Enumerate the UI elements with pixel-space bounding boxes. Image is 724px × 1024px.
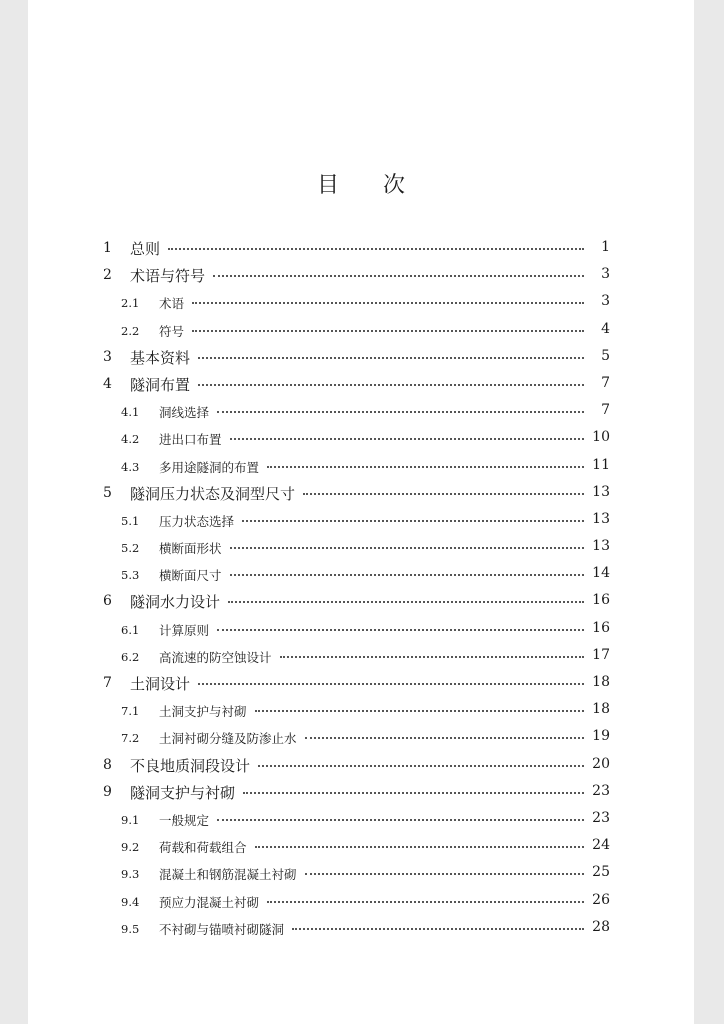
- toc-dot-leader: [198, 374, 584, 386]
- toc-entry-title: 洞线选择: [159, 405, 210, 421]
- toc-entry-page-number: 16: [592, 619, 610, 636]
- toc-section-entry[interactable]: [28, 560, 694, 587]
- toc-entry-page-number: 4: [601, 320, 610, 337]
- toc-section-entry[interactable]: [28, 914, 694, 941]
- toc-entry-number: 2: [103, 267, 112, 284]
- toc-entry-page-number: 23: [592, 782, 610, 799]
- toc-entry-number: 9.3: [121, 867, 140, 882]
- toc-entry-number: 2.1: [121, 296, 140, 311]
- toc-entry-page-number: 7: [601, 402, 610, 419]
- toc-dot-leader: [280, 646, 584, 658]
- toc-entry-number: 6.1: [121, 622, 140, 637]
- toc-entry-number: 2.2: [121, 323, 140, 338]
- toc-entry-page-number: 20: [592, 755, 610, 772]
- toc-entry-page-number: 13: [592, 538, 610, 555]
- toc-entry-page-number: 18: [592, 674, 610, 690]
- toc-dot-leader: [192, 320, 584, 332]
- toc-entry-title: 横断面尺寸: [159, 568, 222, 584]
- toc-entry-number: 9.5: [121, 921, 140, 936]
- toc-dot-leader: [217, 809, 584, 821]
- toc-entry-title: 术语与符号: [130, 267, 206, 286]
- toc-section-entry[interactable]: [28, 452, 694, 479]
- toc-chapter-entry[interactable]: [28, 479, 694, 506]
- toc-section-entry[interactable]: [28, 805, 694, 832]
- document-page: [28, 0, 694, 1024]
- toc-dot-leader: [255, 836, 584, 848]
- title-char-1: 目: [316, 173, 339, 198]
- toc-chapter-entry[interactable]: [28, 261, 694, 288]
- toc-entry-title: 土洞衬砌分缝及防渗止水: [159, 731, 297, 747]
- toc-section-entry[interactable]: [28, 832, 694, 859]
- toc-entry-page-number: 13: [592, 510, 610, 527]
- toc-dot-leader: [267, 891, 584, 903]
- toc-entry-number: 4.2: [121, 432, 140, 447]
- toc-entry-title: 横断面形状: [159, 541, 222, 557]
- toc-entry-number: 1: [103, 240, 112, 256]
- toc-entry-number: 4.1: [121, 405, 140, 420]
- toc-entry-number: 3: [103, 348, 112, 365]
- toc-dot-leader: [243, 782, 584, 794]
- toc-dot-leader: [292, 918, 584, 930]
- toc-entry-number: 5.1: [121, 513, 140, 528]
- toc-entry-number: 9.1: [121, 812, 140, 827]
- toc-entry-title: 基本资料: [130, 348, 191, 367]
- toc-entry-page-number: 10: [592, 429, 610, 446]
- toc-entry-page-number: 3: [601, 293, 610, 310]
- toc-entry-title: 计算原则: [159, 622, 210, 638]
- toc-entry-title: 进出口布置: [159, 432, 222, 448]
- toc-entry-title: 混凝土和钢筋混凝土衬砌: [159, 867, 297, 883]
- toc-entry-number: 9: [103, 783, 112, 800]
- toc-section-entry[interactable]: [28, 723, 694, 750]
- toc-entry-page-number: 7: [601, 374, 610, 391]
- toc-entry-page-number: 26: [592, 891, 610, 908]
- toc-entry-page-number: 3: [601, 266, 610, 283]
- toc-entry-page-number: 5: [601, 347, 610, 364]
- toc-chapter-entry[interactable]: [28, 751, 694, 778]
- toc-dot-leader: [267, 456, 584, 468]
- toc-entry-title: 隧洞支护与衬砌: [130, 783, 236, 802]
- toc-entry-title: 术语: [159, 296, 185, 312]
- toc-entry-page-number: 24: [592, 837, 610, 854]
- toc-entry-title: 隧洞压力状态及洞型尺寸: [130, 484, 296, 503]
- toc-dot-leader: [230, 428, 584, 440]
- toc-chapter-entry[interactable]: [28, 370, 694, 397]
- toc-entry-number: 7: [103, 675, 112, 691]
- toc-section-entry[interactable]: [28, 615, 694, 642]
- toc-entry-number: 9.2: [121, 840, 140, 855]
- toc-entry-title: 高流速的防空蚀设计: [159, 649, 272, 665]
- toc-chapter-entry[interactable]: [28, 778, 694, 805]
- toc-chapter-entry[interactable]: [28, 669, 694, 696]
- toc-chapter-entry[interactable]: [28, 343, 694, 370]
- page-title: [28, 168, 694, 199]
- toc-entry-number: 4: [103, 375, 112, 392]
- toc-dot-leader: [228, 591, 584, 603]
- toc-dot-leader: [305, 863, 584, 875]
- toc-entry-page-number: 25: [592, 864, 610, 881]
- toc-entry-page-number: 11: [592, 456, 610, 473]
- toc-dot-leader: [305, 727, 584, 739]
- toc-section-entry[interactable]: [28, 424, 694, 451]
- toc-section-entry[interactable]: [28, 859, 694, 886]
- toc-dot-leader: [242, 510, 584, 522]
- toc-section-entry[interactable]: [28, 316, 694, 343]
- toc-entry-title: 不良地质洞段设计: [130, 756, 251, 775]
- toc-entry-page-number: 23: [592, 809, 610, 826]
- toc-entry-number: 5.2: [121, 541, 140, 556]
- toc-entry-title: 一般规定: [159, 812, 210, 828]
- toc-dot-leader: [217, 619, 584, 631]
- toc-entry-page-number: 13: [592, 483, 610, 500]
- toc-chapter-entry[interactable]: [28, 234, 694, 261]
- toc-entry-number: 6: [103, 593, 112, 610]
- toc-section-entry[interactable]: [28, 397, 694, 424]
- toc-entry-title: 隧洞布置: [130, 375, 191, 394]
- toc-entry-title: 隧洞水力设计: [130, 593, 221, 612]
- toc-entry-page-number: 1: [601, 239, 610, 255]
- toc-dot-leader: [230, 537, 584, 549]
- toc-dot-leader: [198, 673, 584, 685]
- toc-dot-leader: [192, 292, 584, 304]
- toc-entry-number: 8: [103, 756, 112, 773]
- toc-entry-title: 土洞支护与衬砌: [159, 704, 247, 720]
- toc-entry-page-number: 19: [592, 728, 610, 745]
- toc-dot-leader: [198, 347, 584, 359]
- toc-entry-page-number: 28: [592, 918, 610, 935]
- toc-entry-number: 5: [103, 484, 112, 501]
- toc-dot-leader: [230, 564, 584, 576]
- toc-entry-title: 荷载和荷载组合: [159, 840, 247, 856]
- toc-chapter-entry[interactable]: [28, 587, 694, 614]
- table-of-contents: [28, 234, 694, 941]
- toc-entry-title: 总则: [130, 240, 161, 258]
- toc-section-entry[interactable]: [28, 642, 694, 669]
- toc-entry-number: 6.2: [121, 649, 140, 664]
- toc-dot-leader: [213, 265, 584, 277]
- toc-entry-number: 9.4: [121, 894, 140, 909]
- toc-entry-number: 7.1: [121, 704, 140, 719]
- toc-section-entry[interactable]: [28, 288, 694, 315]
- toc-section-entry[interactable]: [28, 696, 694, 723]
- toc-entry-title: 压力状态选择: [159, 513, 235, 529]
- toc-entry-title: 预应力混凝土衬砌: [159, 894, 260, 910]
- toc-dot-leader: [303, 483, 584, 495]
- toc-entry-title: 多用途隧洞的布置: [159, 459, 260, 475]
- toc-entry-number: 5.3: [121, 568, 140, 583]
- toc-entry-page-number: 17: [592, 646, 610, 663]
- toc-dot-leader: [258, 755, 584, 767]
- title-char-2: 次: [383, 173, 406, 198]
- toc-dot-leader: [255, 700, 584, 712]
- toc-section-entry[interactable]: [28, 887, 694, 914]
- toc-entry-title: 符号: [159, 323, 185, 339]
- toc-section-entry[interactable]: [28, 506, 694, 533]
- toc-entry-number: 7.2: [121, 731, 140, 746]
- toc-dot-leader: [168, 238, 584, 250]
- toc-entry-number: 4.3: [121, 459, 140, 474]
- toc-entry-page-number: 16: [592, 592, 610, 609]
- toc-entry-page-number: 14: [592, 565, 610, 582]
- toc-section-entry[interactable]: [28, 533, 694, 560]
- toc-entry-title: 不衬砌与锚喷衬砌隧洞: [159, 921, 285, 937]
- toc-entry-page-number: 18: [592, 701, 610, 718]
- toc-entry-title: 土洞设计: [130, 675, 191, 693]
- toc-dot-leader: [217, 401, 584, 413]
